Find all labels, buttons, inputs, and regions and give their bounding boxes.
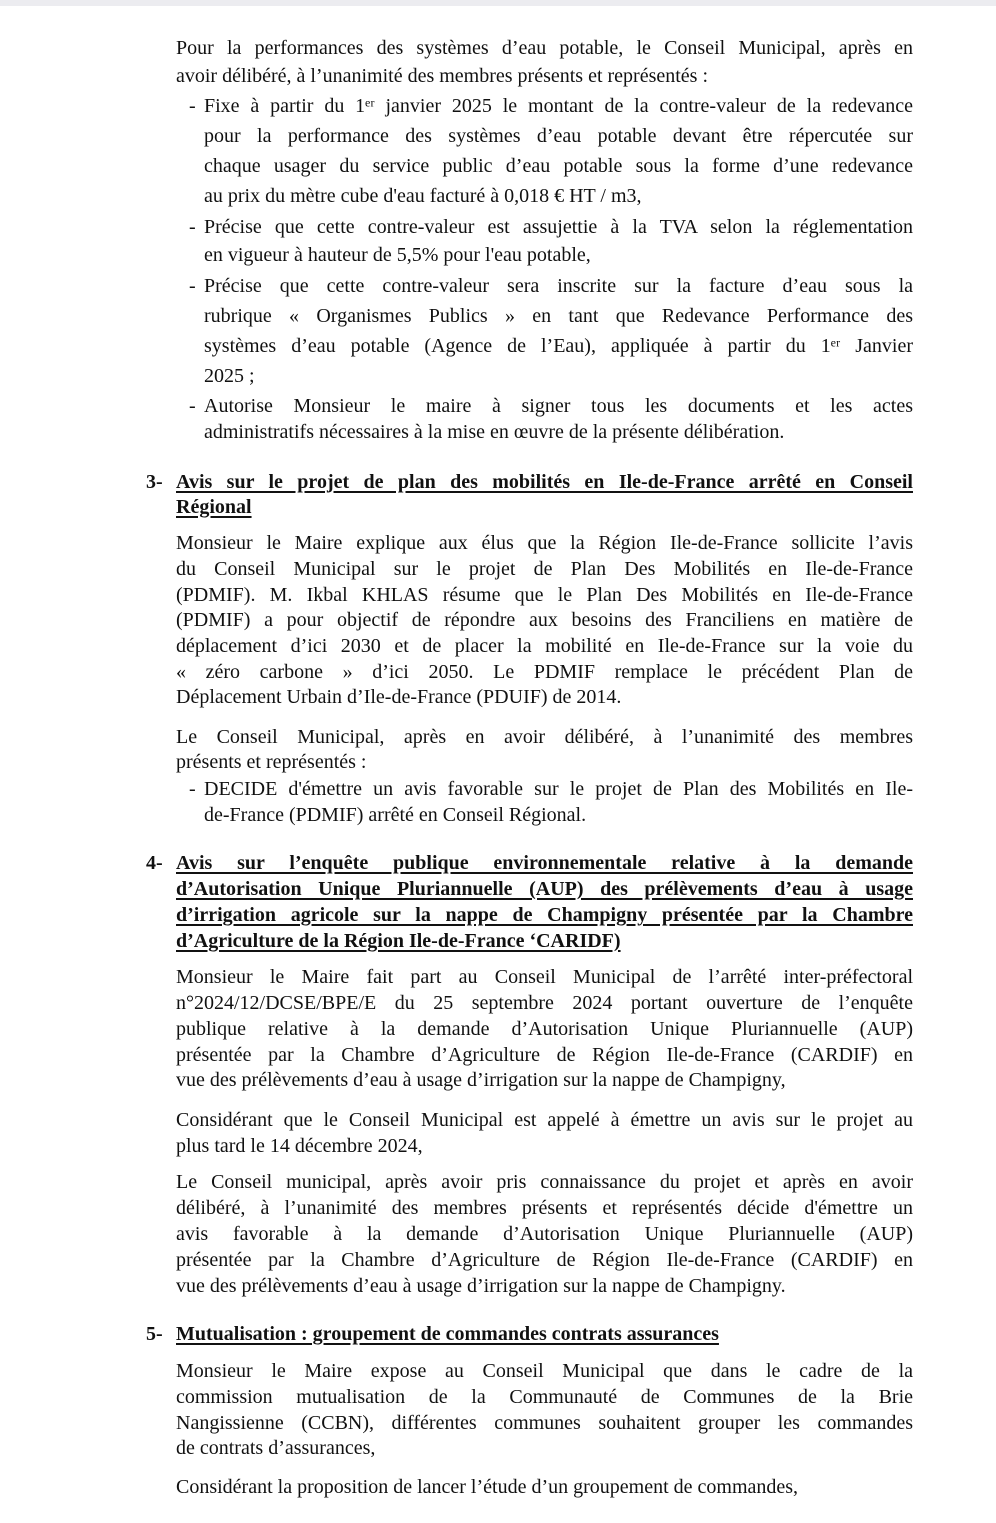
text-line: commission mutualisation de la Communauté de Communes de la Brie	[176, 1385, 913, 1408]
text-line: de contrats d’assurances,	[176, 1437, 376, 1460]
bullet-marker: -	[189, 395, 196, 417]
text-line: en vigueur à hauteur de 5,5% pour l'eau potable,	[204, 244, 591, 266]
heading-line: Mutualisation : groupement de commandes contrats assurances	[176, 1323, 719, 1345]
text-line: DECIDE d'émettre un avis favorable sur le projet de Plan des Mobilités en Ile-	[204, 778, 913, 800]
text-line: Le Conseil Municipal, après en avoir délibéré, à l’unanimité des membres	[176, 725, 913, 748]
text-line: présents et représentés :	[176, 750, 367, 773]
text-line: Autorise Monsieur le maire à signer tous les documents et les actes	[204, 395, 913, 417]
heading-line: d’irrigation agricole sur la nappe de Champigny présentée par la Chambre	[176, 904, 913, 926]
text-line: Déplacement Urbain d’Ile-de-France (PDUIF) de 2014.	[176, 686, 622, 709]
text-line: Précise que cette contre-valeur est assujettie à la TVA selon la réglementation	[204, 216, 913, 238]
bullet-marker: -	[189, 95, 196, 117]
text-line: avoir délibéré, à l’unanimité des membres présents et représentés :	[176, 65, 709, 87]
text-line: vue des prélèvements d’eau à usage d’irrigation sur la nappe de Champigny,	[176, 1069, 786, 1092]
text-line: n°2024/12/DCSE/BPE/E du 25 septembre 2024 portant ouverture de l’enquête	[176, 991, 913, 1014]
text-line: 2025 ;	[204, 365, 255, 387]
text-line: systèmes d’eau potable (Agence de l’Eau), appliquée à partir du 1ᵉʳ Janvier	[204, 335, 913, 357]
heading-line: Avis sur l’enquête publique environnementale relative à la demande	[176, 852, 913, 874]
heading-line: Régional	[176, 495, 252, 518]
text-line: plus tard le 14 décembre 2024,	[176, 1135, 423, 1157]
text-line: délibéré, à l’unanimité des membres présents et représentés décide d'émettre un	[176, 1197, 913, 1219]
text-line: vue des prélèvements d’eau à usage d’irrigation sur la nappe de Champigny.	[176, 1275, 786, 1297]
text-line: publique relative à la demande d’Autorisation Unique Pluriannuelle (AUP)	[176, 1017, 913, 1040]
heading-line: d’Autorisation Unique Pluriannuelle (AUP) des prélèvements d’eau à usage	[176, 878, 913, 900]
heading-line: Avis sur le projet de plan des mobilités en Ile-de-France arrêté en Conseil	[176, 470, 913, 493]
text-line: chaque usager du service public d’eau potable sous la forme d’une redevance	[204, 155, 913, 177]
text-line: déplacement d’ici 2030 et de placer la mobilité en Ile-de-France sur la voie du	[176, 634, 913, 657]
text-line: (PDMIF). M. Ikbal KHLAS résume que le Plan Des Mobilités en Ile-de-France	[176, 583, 913, 606]
bullet-marker: -	[189, 275, 196, 297]
text-line: avis favorable à la demande d’Autorisation Unique Pluriannuelle (AUP)	[176, 1223, 913, 1245]
text-line: Considérant la proposition de lancer l’étude d’un groupement de commandes,	[176, 1476, 799, 1498]
text-line: rubrique « Organismes Publics » en tant que Redevance Performance des	[204, 305, 913, 327]
text-line: Le Conseil municipal, après avoir pris connaissance du projet et après en avoir	[176, 1171, 913, 1193]
text-line: présentée par la Chambre d’Agriculture de Région Ile-de-France (CARDIF) en	[176, 1249, 913, 1271]
text-line: présentée par la Chambre d’Agriculture de Région Ile-de-France (CARDIF) en	[176, 1043, 913, 1066]
text-line: de-France (PDMIF) arrêté en Conseil Régional.	[204, 804, 587, 826]
text-line: Pour la performances des systèmes d’eau potable, le Conseil Municipal, après en	[176, 37, 913, 59]
text-line: du Conseil Municipal sur le projet de Plan Des Mobilités en Ile-de-France	[176, 557, 913, 580]
text-line: Nangissienne (CCBN), différentes communes souhaitent grouper les commandes	[176, 1411, 913, 1434]
bullet-marker: -	[189, 216, 196, 238]
section-number: 5-	[146, 1323, 163, 1345]
text-line: Fixe à partir du 1ᵉʳ janvier 2025 le montant de la contre-valeur de la redevance	[204, 95, 913, 117]
text-line: Considérant que le Conseil Municipal est appelé à émettre un avis sur le projet au	[176, 1109, 913, 1131]
text-line: pour la performance des systèmes d’eau potable devant être répercutée sur	[204, 125, 913, 147]
viewer-top-bar	[0, 0, 996, 6]
text-line: « zéro carbone » d’ici 2050. Le PDMIF remplace le précédent Plan de	[176, 660, 913, 683]
bullet-marker: -	[189, 778, 196, 800]
text-line: Monsieur le Maire fait part au Conseil Municipal de l’arrêté inter-préfectoral	[176, 966, 913, 989]
heading-line: d’Agriculture de la Région Ile-de-France ‘CARIDF)	[176, 930, 621, 952]
text-line: Monsieur le Maire expose au Conseil Municipal que dans le cadre de la	[176, 1360, 913, 1383]
section-number: 3-	[146, 470, 163, 493]
text-line: au prix du mètre cube d'eau facturé à 0,018 € HT / m3,	[204, 185, 642, 207]
section-number: 4-	[146, 852, 163, 874]
text-line: Précise que cette contre-valeur sera inscrite sur la facture d’eau sous la	[204, 275, 913, 297]
text-line: administratifs nécessaires à la mise en œuvre de la présente délibération.	[204, 421, 785, 443]
text-line: (PDMIF) a pour objectif de répondre aux besoins des Franciliens en matière de	[176, 609, 913, 632]
text-line: Monsieur le Maire explique aux élus que la Région Ile-de-France sollicite l’avis	[176, 532, 913, 555]
